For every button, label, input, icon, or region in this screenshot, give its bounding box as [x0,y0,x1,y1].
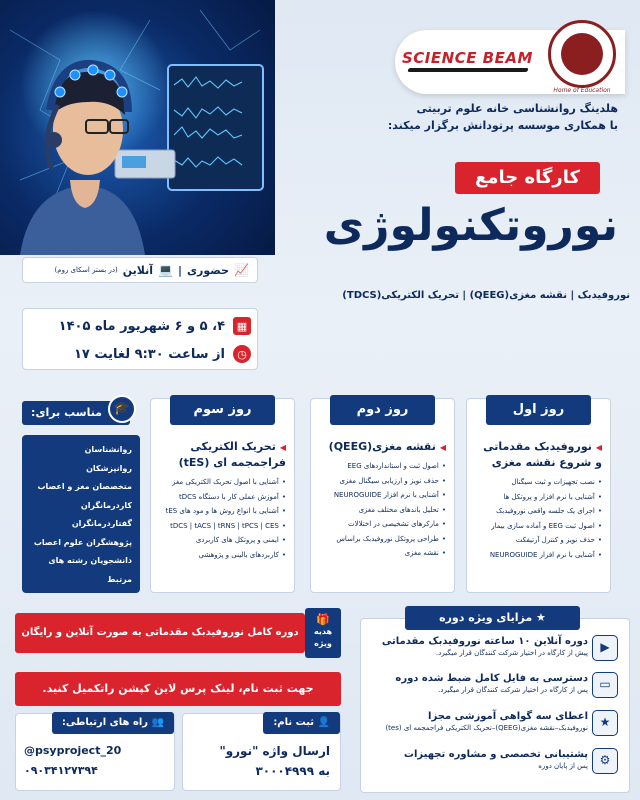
day-2-title: ◀ نقشه مغزی(QEEG) [317,439,446,455]
day-3-list [155,475,286,562]
laptop-icon: 💻 [157,263,173,277]
date-text: ۴، ۵ و ۶ شهریور ماه ۱۴۰۵ [58,318,225,334]
list-item: • تحلیل باندهای مختلف مغزی [315,503,446,518]
list-item: • کاربردهای بالینی و پژوهشی [155,548,286,563]
list-item: • طراحی پروتکل نوروفیدبک براساس [315,532,446,547]
features-heading: ★ مزایای ویژه دوره [405,606,580,630]
intro-line-1: هلدینگ روانشناسی خانه علوم تربیتی [416,102,618,115]
day-3-title: ◀ تحریک الکتریکی فراجمجمه ای (tES) [157,439,286,470]
suitable-list [22,435,140,593]
contact-phone[interactable]: ۰۹۰۳۴۱۲۷۳۹۴ [24,764,98,777]
day-card-2 [310,398,455,593]
list-item: • اصول ثبت و استانداردهای EEG [315,459,446,474]
suitable-heading: مناسب برای: [22,401,130,425]
monitor-icon: ▭ [592,672,618,698]
list-item: • نصب تجهیزات و ثبت سیگنال [471,475,602,490]
list-item: پژوهشگران علوم اعصاب [33,537,132,547]
day-1-list [471,475,602,562]
chart-icon: 📈 [234,263,249,277]
seal-caption: Home of Education [553,87,611,94]
list-item: • آشنایی با اصول تحریک الکتریکی مغز [155,475,286,490]
play-icon: ▶ [592,635,618,661]
register-note: جهت ثبت نام، لینک پرس لاین کپشن راتکمیل کنید. [15,672,341,706]
graduation-cap-icon: 🎓 [108,395,136,423]
contact-handle[interactable]: @psyproject_20 [24,744,122,757]
day-card-3 [150,398,295,593]
date-row [31,315,251,337]
support-icon: ⚙ [592,748,618,774]
list-item: • اجرای یک جلسه واقعی نوروفیدبک [471,504,602,519]
mode-online-note: (در بستر اسکای روم) [54,266,118,274]
list-item: • حذف نویز و ارزیابی سیگنال مغزی [315,474,446,489]
subtopics: نوروفیدبک | نقشه مغزی(QEEG) | تحریک الکتریکی(TDCS) [342,290,630,301]
page-title: نوروتکنولوژی [323,200,618,251]
neuro-illustration [0,0,275,255]
list-item: گفتاردرمانگران [71,519,132,528]
list-item: • آشنایی با انواع روش ها و مود های tES [155,504,286,519]
intro-text [288,100,618,134]
list-item: دانشجویان رشته های مرتبط [48,556,132,584]
list-item: روانپزشکان [86,463,132,473]
list-item: متخصصان مغز و اعصاب [37,482,132,491]
calendar-icon: ▦ [233,317,251,335]
list-item: • نقشه مغزی [315,546,446,561]
day-2-list [315,459,446,561]
list-item: • اصول ثبت EEG و آماده سازی بیمار [471,519,602,534]
feature-item: اعطای سه گواهی آموزشی مجزا نوروفیدبک–نقشه مغزی(QEEG)–تحریک الکتریکی فراجمجمه ای (tes) [385,711,588,732]
mode-in-person: حضوری [186,263,230,277]
signup-line-1: ارسال واژه "نورو" [219,744,330,758]
day-1-title: ◀ نوروفیدبک مقدماتی و شروع نقشه مغزی [473,439,602,470]
contact-heading: 👥 راه های ارتباطی: [52,712,174,734]
list-item: • tDCS | tACS | tRNS | tPCS | CES [155,519,286,534]
day-3-heading: روز سوم [170,395,275,425]
list-item: روانشناسان [84,445,132,454]
contact-box [15,713,175,791]
time-row [31,343,251,365]
intro-line-2: با همکاری موسسه پرتودانش برگزار میکند: [387,119,618,132]
list-item: • حذف نویز و کنترل آرتیفکت [471,533,602,548]
science-beam-logo: SCIENCE BEAM [402,49,533,67]
gift-tag-label: هدیه ویژه [313,627,333,648]
time-text: از ساعت ۹:۳۰ لغایت ۱۷ [74,346,225,362]
workshop-badge: کارگاه جامع [455,162,600,194]
attendance-mode: 📈 حضوری | 💻 آنلاین (در بستر اسکای روم) [22,257,258,283]
list-item: • ایمنی و پروتکل های کاربردی [155,533,286,548]
star-icon: ★ [536,611,546,624]
logo-swoosh [407,68,528,72]
list-item: • آشنایی با نرم افزار NEUROGUIDE [471,548,602,563]
feature-item: دوره آنلاین ۱۰ ساعته نوروفیدبک مقدماتی پیش از کارگاه در اختیار شرکت کنندگان قرار میگیرد. [381,636,588,657]
list-item: • آشنایی با نرم افزار و پروتکل ها [471,490,602,505]
list-item: • آموزش عملی کار با دستگاه tDCS [155,490,286,505]
mode-online: آنلاین [122,263,153,277]
signup-line-2: به ۳۰۰۰۴۹۹۹ [255,764,330,778]
day-card-1 [466,398,611,593]
list-item: • مارکرهای تشخیصی در اختلالات [315,517,446,532]
signup-box [182,713,341,791]
user-icon: 👤 [317,717,330,728]
list-item: • آشنایی با نرم افزار NEUROGUIDE [315,488,446,503]
clock-icon: ◷ [233,345,251,363]
signup-heading: 👤 ثبت نام: [263,712,340,734]
hero-image [0,0,275,255]
education-seal-logo [548,20,616,88]
day-1-heading: روز اول [486,395,591,425]
feature-item: پشتیبانی تخصصی و مشاوره تجهیزات پس از پایان دوره [403,749,588,770]
schedule-box [22,308,258,370]
gift-banner: دوره کامل نوروفیدبک مقدماتی به صورت آنلاین و رایگان [15,613,305,653]
people-icon: 👥 [151,717,164,728]
feature-item: دسترسی به فایل کامل ضبط شده دوره پس از کارگاه در اختیار شرکت کنندگان قرار میگیرد. [395,673,588,694]
certificate-icon: ★ [592,710,618,736]
gift-tag [305,608,341,658]
day-2-heading: روز دوم [330,395,435,425]
gift-icon: 🎁 [316,613,330,626]
list-item: کاردرمانگران [80,500,132,510]
